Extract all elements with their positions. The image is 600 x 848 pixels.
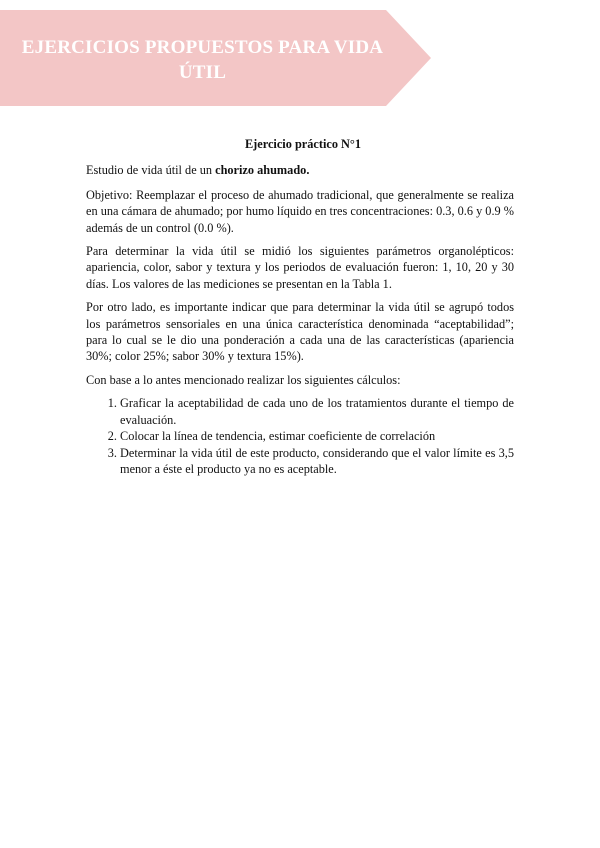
task-item-2: 2. Colocar la línea de tendencia, estimar coeficiente de correlación xyxy=(120,428,514,444)
acceptability-paragraph: Por otro lado, es importante indicar que para determinar la vida útil se agrupó todos los parámetros sensoriales en una única característica denominada “aceptabilidad”; para lo cual se le dio una ponderación a cada una de las características (apariencia 30%; color 25%; sabor 30% y textura 15%). xyxy=(86,300,514,364)
task-item-1: 1. Graficar la aceptabilidad de cada uno de los tratamientos durante el tiempo de evaluación. xyxy=(120,395,514,428)
banner-title: EJERCICIOS PROPUESTOS PARA VIDA ÚTIL xyxy=(21,37,384,83)
exercise-heading: Ejercicio práctico N°1 xyxy=(244,137,361,151)
objective-paragraph: Objetivo: Reemplazar el proceso de ahumado tradicional, que generalmente se realiza en una cámara de ahumado; por humo líquido en tres concentraciones: 0.3, 0.6 y 0.9 % además de un control (0.0 %). xyxy=(86,187,514,235)
title-banner xyxy=(0,10,432,106)
intro-product: chorizo ahumado. xyxy=(215,163,310,178)
intro-text: Estudio de vida útil de un xyxy=(86,163,216,178)
calculations-intro: Con base a lo antes mencionado realizar los siguientes cálculos: xyxy=(86,372,401,387)
task-list xyxy=(86,395,514,477)
task-item-3: 3. Determinar la vida útil de este producto, considerando que el valor límite es 3,5 menor a éste el producto ya no es aceptable. xyxy=(120,445,514,478)
intro-paragraph xyxy=(86,162,514,178)
parameters-paragraph: Para determinar la vida útil se midió los siguientes parámetros organolépticos: apariencia, color, sabor y textura y los periodos de evaluación fueron: 1, 10, 20 y 30 días. Los valores de las mediciones se presentan en la Tabla 1. xyxy=(86,244,514,291)
document-body xyxy=(86,136,514,477)
